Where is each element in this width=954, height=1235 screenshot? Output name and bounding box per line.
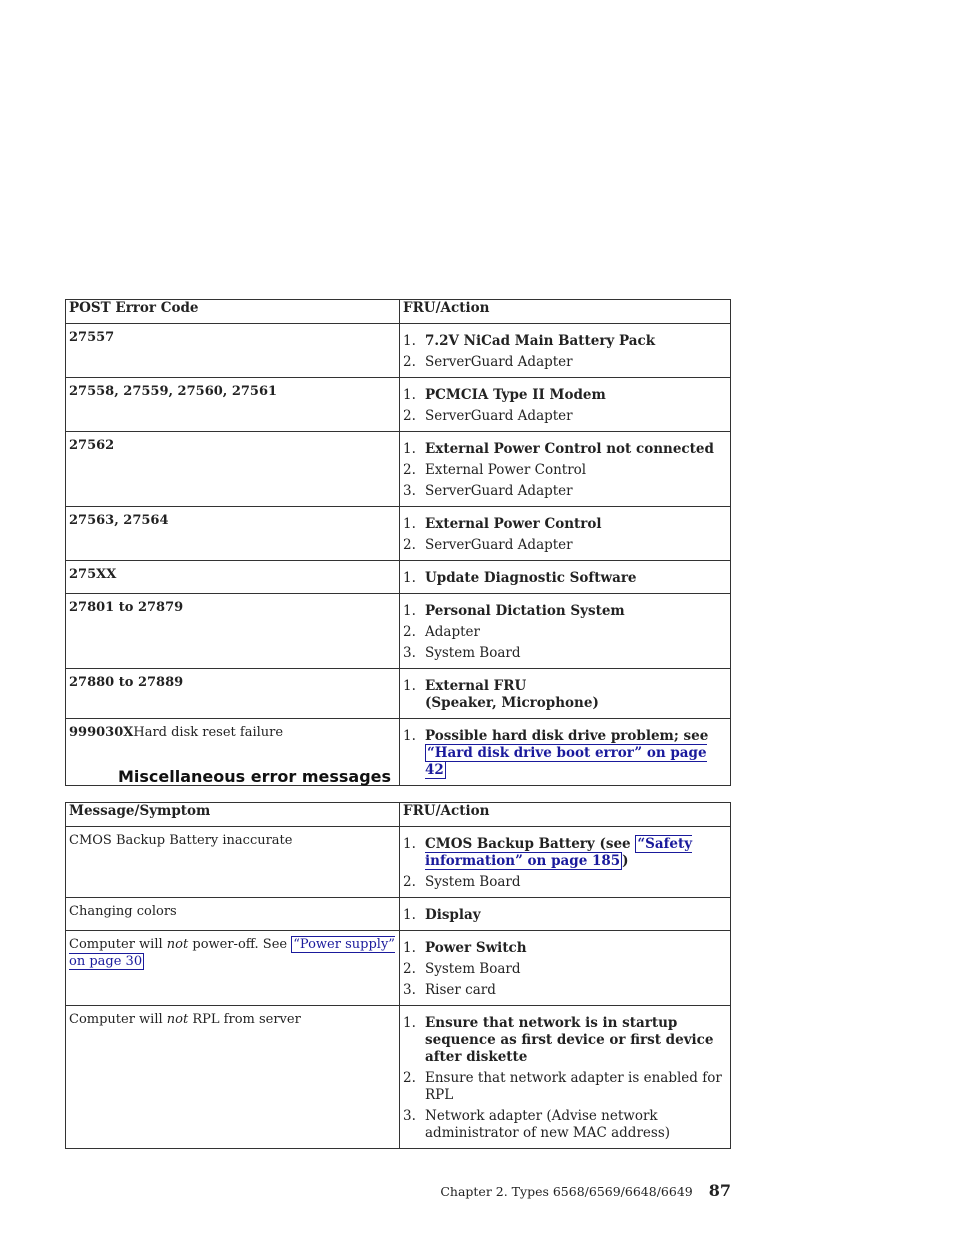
symptom-emphasis: not: [166, 1012, 189, 1027]
error-code: 27557: [69, 330, 115, 345]
error-code-cell: [66, 324, 400, 378]
action-text: [425, 1070, 722, 1104]
action-label: External Power Control: [425, 516, 602, 532]
action-label: External Power Control: [425, 462, 587, 478]
action-item: [403, 354, 722, 371]
action-item: [403, 570, 722, 587]
action-text: [425, 537, 722, 554]
action-text: [425, 678, 722, 712]
action-label: External FRU: [425, 678, 527, 694]
action-text: [425, 354, 722, 371]
action-number: 1.: [403, 1015, 416, 1031]
error-code: 999030X: [69, 725, 134, 740]
action-number: 3.: [403, 1108, 416, 1124]
action-text: [425, 516, 722, 533]
action-label: 7.2V NiCad Main Battery Pack: [425, 333, 656, 349]
action-number: 2.: [403, 961, 416, 977]
action-label: Ensure that network is in startup sequence as first device or first device after diskette: [425, 1015, 714, 1065]
action-text: [425, 624, 722, 641]
column-header-action: FRU/Action: [400, 803, 731, 827]
action-suffix: ; see: [673, 728, 709, 744]
action-number: 1.: [403, 836, 416, 852]
error-code-cell: [66, 432, 400, 507]
table-row: [66, 594, 731, 669]
action-label: Display: [425, 907, 481, 923]
action-number: 2.: [403, 874, 416, 890]
action-text: [425, 645, 722, 662]
action-text: [425, 387, 722, 404]
symptom-text-2: power-off. See: [188, 937, 292, 952]
action-item: [403, 516, 722, 533]
error-code: 27880 to 27889: [69, 675, 184, 690]
action-number: 1.: [403, 333, 416, 349]
symptom-cell: [66, 931, 400, 1006]
action-number: 3.: [403, 645, 416, 661]
error-code: 27801 to 27879: [69, 600, 184, 615]
action-text: [425, 728, 722, 779]
action-label: CMOS Backup Battery (see: [425, 836, 636, 852]
action-label: System Board: [425, 961, 521, 977]
action-number: 3.: [403, 483, 416, 499]
action-item: [403, 333, 722, 350]
action-item: [403, 537, 722, 554]
action-item: [403, 1070, 722, 1104]
footer-chapter: Chapter 2. Types 6568/6569/6648/6649: [440, 1184, 693, 1199]
symptom-cell: [66, 1006, 400, 1149]
cross-reference-link[interactable]: “Power supply” on page 30: [69, 937, 395, 969]
error-description: Hard disk reset failure: [133, 725, 284, 740]
action-number: 1.: [403, 516, 416, 532]
table-row: [66, 1006, 731, 1149]
table-row: [66, 324, 731, 378]
fru-action-cell: [400, 432, 731, 507]
action-text: [425, 333, 722, 350]
action-number: 2.: [403, 408, 416, 424]
action-item: [403, 728, 722, 779]
table-row: [66, 507, 731, 561]
symptom-text: Computer will: [69, 937, 167, 952]
symptom-text: Computer will: [69, 1012, 167, 1027]
action-label: Update Diagnostic Software: [425, 570, 637, 586]
action-number: 1.: [403, 570, 416, 586]
action-item: [403, 874, 722, 891]
action-text: [425, 408, 722, 425]
column-header-action: FRU/Action: [400, 300, 731, 324]
action-text: [425, 940, 722, 957]
symptom-cell: [66, 827, 400, 898]
action-text: [425, 462, 722, 479]
error-code-cell: [66, 507, 400, 561]
action-text: [425, 1108, 722, 1142]
error-code-cell: [66, 669, 400, 719]
table-row: [66, 669, 731, 719]
action-item: [403, 645, 722, 662]
column-header-message: Message/Symptom: [66, 803, 400, 827]
action-item: [403, 678, 722, 712]
page-footer: [440, 1181, 731, 1200]
action-item: [403, 1015, 722, 1066]
action-label-2: (Speaker, Microphone): [425, 695, 599, 711]
action-item: [403, 387, 722, 404]
error-code-cell: [66, 594, 400, 669]
action-text: [425, 982, 722, 999]
symptom-text: Changing colors: [69, 904, 177, 919]
action-item: [403, 408, 722, 425]
action-label: Power Switch: [425, 940, 527, 956]
table-row: [66, 827, 731, 898]
action-text: [425, 570, 722, 587]
action-number: 1.: [403, 678, 416, 694]
action-text: [425, 441, 722, 458]
action-label: System Board: [425, 645, 521, 661]
action-text: [425, 603, 722, 620]
action-label: ServerGuard Adapter: [425, 537, 573, 553]
action-item: [403, 961, 722, 978]
action-label: Personal Dictation System: [425, 603, 625, 619]
table-row: [66, 561, 731, 594]
fru-action-cell: [400, 1006, 731, 1149]
action-item: [403, 1108, 722, 1142]
fru-action-cell: [400, 507, 731, 561]
action-after: ): [622, 853, 629, 869]
action-text: [425, 836, 722, 870]
post-error-table: [65, 299, 731, 786]
cross-reference-link[interactable]: “Safety information” on page 185: [425, 836, 693, 869]
action-number: 2.: [403, 462, 416, 478]
error-code: 275XX: [69, 567, 117, 582]
action-label: Ensure that network adapter is enabled for RPL: [425, 1070, 722, 1103]
fru-action-cell: [400, 378, 731, 432]
fru-action-cell: [400, 827, 731, 898]
fru-action-cell: [400, 898, 731, 931]
action-number: 2.: [403, 354, 416, 370]
action-label: ServerGuard Adapter: [425, 354, 573, 370]
table-row: [66, 898, 731, 931]
action-text: [425, 907, 722, 924]
action-item: [403, 603, 722, 620]
action-number: 1.: [403, 441, 416, 457]
action-label: Possible hard disk drive problem: [425, 728, 674, 744]
action-item: [403, 940, 722, 957]
table-row: [66, 378, 731, 432]
fru-action-cell: [400, 719, 731, 786]
action-label: Adapter: [425, 624, 480, 640]
action-item: [403, 624, 722, 641]
action-label: System Board: [425, 874, 521, 890]
action-label: ServerGuard Adapter: [425, 408, 573, 424]
action-text: [425, 1015, 722, 1066]
action-label: Riser card: [425, 982, 496, 998]
action-text: [425, 961, 722, 978]
action-label: External Power Control not connected: [425, 441, 714, 457]
action-item: [403, 483, 722, 500]
column-header-code: POST Error Code: [66, 300, 400, 324]
fru-action-cell: [400, 669, 731, 719]
section-title: Miscellaneous error messages: [118, 767, 392, 786]
action-item: [403, 462, 722, 479]
symptom-emphasis: not: [166, 937, 189, 952]
error-code: 27563, 27564: [69, 513, 169, 528]
action-number: 2.: [403, 1070, 416, 1086]
action-text: [425, 483, 722, 500]
fru-action-cell: [400, 931, 731, 1006]
error-code-cell: [66, 561, 400, 594]
action-number: 1.: [403, 728, 416, 744]
page-number: 87: [708, 1181, 731, 1200]
action-text: [425, 874, 722, 891]
fru-action-cell: [400, 561, 731, 594]
action-number: 2.: [403, 624, 416, 640]
action-number: 1.: [403, 907, 416, 923]
table-header-row: [66, 300, 731, 324]
action-number: 1.: [403, 940, 416, 956]
misc-error-table: [65, 802, 731, 1149]
fru-action-cell: [400, 324, 731, 378]
action-number: 2.: [403, 537, 416, 553]
symptom-text: CMOS Backup Battery inaccurate: [69, 833, 293, 848]
action-label: PCMCIA Type II Modem: [425, 387, 606, 403]
error-code: 27562: [69, 438, 115, 453]
action-number: 3.: [403, 982, 416, 998]
table-row: [66, 432, 731, 507]
action-item: [403, 836, 722, 870]
table-header-row: [66, 803, 731, 827]
action-item: [403, 907, 722, 924]
error-code-cell: [66, 378, 400, 432]
symptom-cell: [66, 898, 400, 931]
cross-reference-link[interactable]: “Hard disk drive boot error” on page 42: [425, 745, 707, 778]
action-label: ServerGuard Adapter: [425, 483, 573, 499]
action-number: 1.: [403, 387, 416, 403]
action-number: 1.: [403, 603, 416, 619]
symptom-text-2: RPL from server: [188, 1012, 301, 1027]
action-item: [403, 982, 722, 999]
action-item: [403, 441, 722, 458]
table-row: [66, 931, 731, 1006]
error-code: 27558, 27559, 27560, 27561: [69, 384, 278, 399]
fru-action-cell: [400, 594, 731, 669]
action-label: Network adapter (Advise network administrator of new MAC address): [425, 1108, 671, 1141]
